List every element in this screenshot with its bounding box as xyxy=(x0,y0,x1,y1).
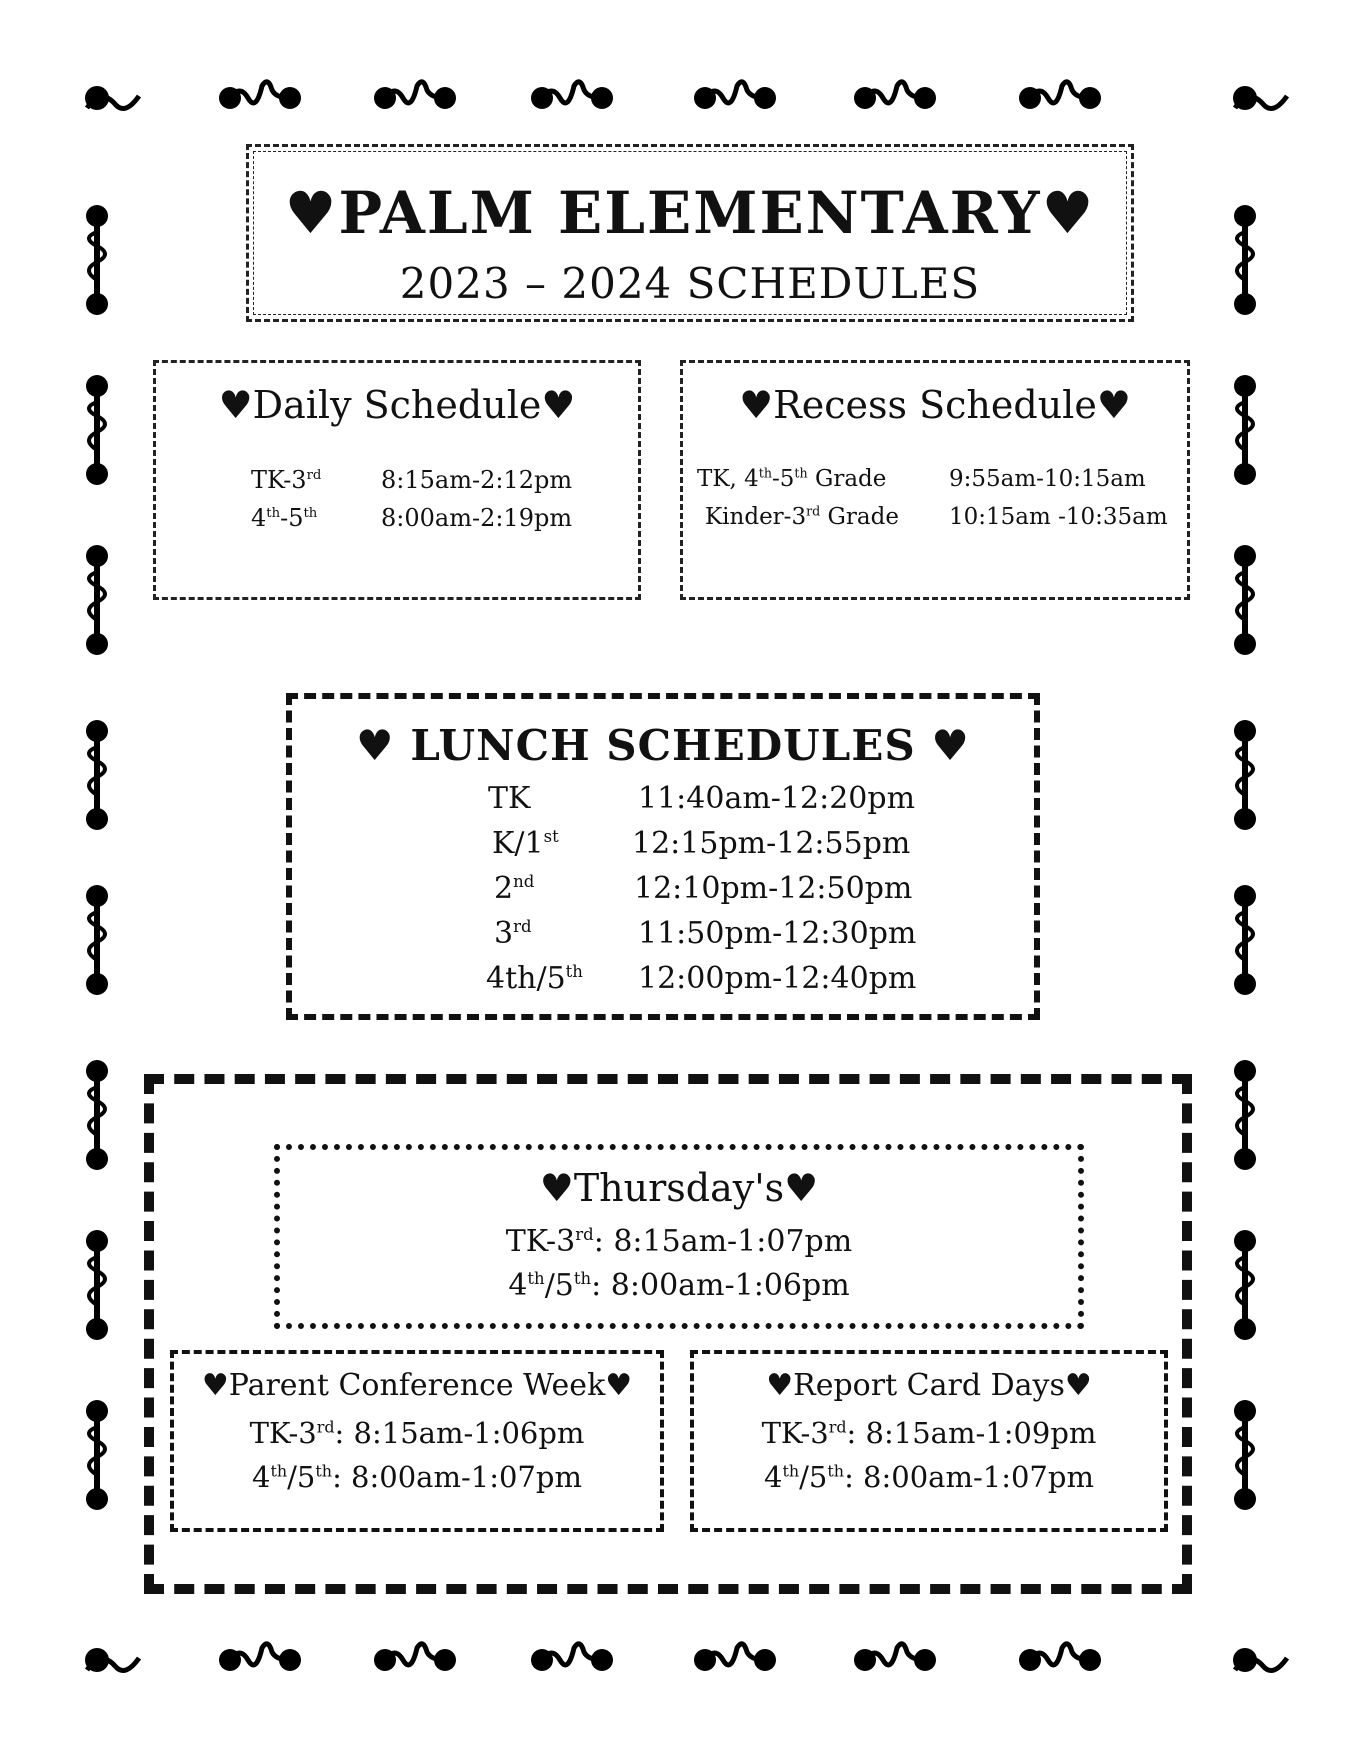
report-card-box xyxy=(690,1350,1168,1532)
recess-time: 9:55am-10:15am xyxy=(949,466,1146,492)
report-card-line: TK-3rd: 8:15am-1:09pm xyxy=(761,1416,1097,1450)
page-subtitle: 2023 – 2024 SCHEDULES xyxy=(399,259,981,308)
lunch-heading: ♥ LUNCH SCHEDULES ♥ xyxy=(356,721,970,770)
recess-heading: ♥Recess Schedule♥ xyxy=(739,383,1131,427)
daily-grade: 4th-5th xyxy=(251,504,318,532)
heart-icon: ♥ xyxy=(541,383,576,427)
conference-line: 4th/5th: 8:00am-1:07pm xyxy=(252,1460,582,1494)
heart-icon: ♥ xyxy=(284,179,339,247)
thursday-heading: ♥Thursday's♥ xyxy=(539,1166,819,1210)
lunch-time: 11:40am-12:20pm xyxy=(638,781,916,816)
lunch-time: 12:10pm-12:50pm xyxy=(634,871,913,906)
heart-icon: ♥ xyxy=(1064,1368,1092,1403)
lunch-grade: 2nd xyxy=(494,871,535,906)
daily-grade: TK-3rd xyxy=(251,466,322,494)
heart-icon: ♥ xyxy=(784,1166,819,1210)
thursday-line: 4th/5th: 8:00am-1:06pm xyxy=(508,1268,850,1303)
title-box xyxy=(246,144,1134,322)
heart-icon: ♥ xyxy=(766,1368,794,1403)
lunch-grade: 3rd xyxy=(494,916,532,951)
recess-grade: TK, 4th-5th Grade xyxy=(697,465,887,492)
heart-icon: ♥ xyxy=(1041,179,1096,247)
conference-heading: ♥Parent Conference Week♥ xyxy=(201,1368,633,1403)
conference-line: TK-3rd: 8:15am-1:06pm xyxy=(249,1416,585,1450)
daily-time: 8:15am-2:12pm xyxy=(381,466,573,494)
lunch-time: 11:50pm-12:30pm xyxy=(638,916,917,951)
heart-icon: ♥ xyxy=(1096,383,1131,427)
daily-time: 8:00am-2:19pm xyxy=(381,504,573,532)
recess-schedule-box xyxy=(680,360,1190,600)
heart-icon: ♥ xyxy=(539,1166,574,1210)
lunch-schedule-box xyxy=(286,693,1040,1020)
lunch-grade: 4th/5th xyxy=(486,961,583,996)
lunch-time: 12:15pm-12:55pm xyxy=(632,826,911,861)
report-card-heading: ♥Report Card Days♥ xyxy=(766,1368,1092,1403)
page-title: ♥PALM ELEMENTARY♥ xyxy=(284,179,1096,247)
thursday-line: TK-3rd: 8:15am-1:07pm xyxy=(505,1224,853,1259)
lunch-grade: TK xyxy=(488,781,531,816)
heart-icon: ♥ xyxy=(931,721,970,770)
thursday-box xyxy=(274,1144,1084,1329)
recess-time: 10:15am -10:35am xyxy=(949,504,1168,530)
heart-icon: ♥ xyxy=(218,383,253,427)
daily-heading: ♥Daily Schedule♥ xyxy=(218,383,576,427)
recess-grade: Kinder-3rd Grade xyxy=(705,503,899,530)
daily-schedule-box xyxy=(153,360,641,600)
heart-icon: ♥ xyxy=(356,721,395,770)
heart-icon: ♥ xyxy=(605,1368,633,1403)
conference-box xyxy=(170,1350,664,1532)
lunch-time: 12:00pm-12:40pm xyxy=(638,961,917,996)
heart-icon: ♥ xyxy=(739,383,774,427)
lunch-grade: K/1st xyxy=(492,826,559,861)
report-card-line: 4th/5th: 8:00am-1:07pm xyxy=(764,1460,1094,1494)
heart-icon: ♥ xyxy=(201,1368,229,1403)
